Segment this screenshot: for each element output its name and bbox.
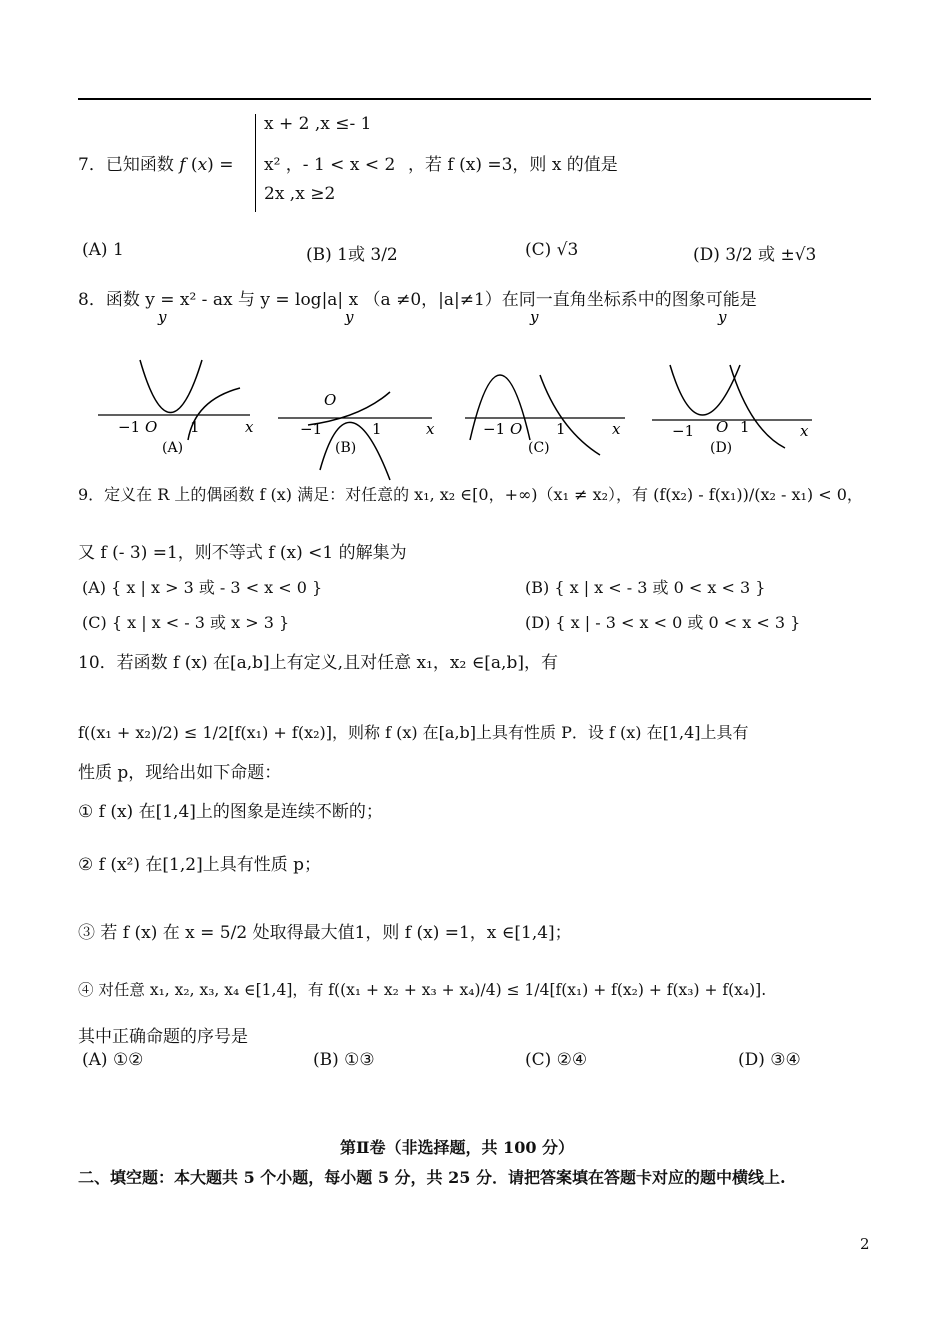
graph-b-tick-1: 1 xyxy=(372,420,382,438)
graph-b-tick-minus1: −1 xyxy=(300,420,323,438)
q10-option-b: (B) ①③ xyxy=(313,1050,375,1070)
graph-d-origin: O xyxy=(716,418,729,436)
page-number: 2 xyxy=(860,1235,870,1253)
q7-option-a: (A) 1 xyxy=(82,240,124,260)
q7-stem-suffix: ，若 f (x) =3，则 x 的值是 xyxy=(408,155,618,175)
graph-a-label: (A) xyxy=(162,440,184,456)
q7-case-2: x² ，- 1 < x < 2 xyxy=(264,155,396,175)
q9-option-a: (A) { x | x > 3 或 - 3 < x < 0 } xyxy=(82,578,323,597)
graph-d-tick-minus1: −1 xyxy=(672,422,695,440)
q8-stem: 8．函数 y = x² - ax 与 y = log|a| x （a ≠0，|a|≠1）在同一直角坐标系中的图象可能是 xyxy=(78,290,757,310)
graph-c-label: (C) xyxy=(528,440,550,456)
graph-a-tick-1: 1 xyxy=(190,418,200,436)
graph-b xyxy=(278,308,435,480)
graph-b-origin: O xyxy=(324,391,337,409)
graph-a xyxy=(98,308,254,456)
q9-option-b: (B) { x | x < - 3 或 0 < x < 3 } xyxy=(525,578,766,597)
q7-option-d: (D) 3/2 或 ±√3 xyxy=(693,245,817,265)
graph-a-x-label: x xyxy=(245,418,254,436)
graph-c-y-label: y xyxy=(530,308,539,326)
part2-section: 二、填空题：本大题共 5 个小题，每小题 5 分，共 25 分．请把答案填在答题卡对应的题中横线上. xyxy=(78,1168,786,1187)
q7-case-1: x + 2 ,x ≤- 1 xyxy=(264,114,372,134)
graph-d-parabola xyxy=(670,365,740,415)
q9-option-d: (D) { x | - 3 < x < 0 或 0 < x < 3 } xyxy=(525,613,801,632)
q10-prop-4: ④ 对任意 x₁, x₂, x₃, x₄ ∈[1,4]，有 f((x₁ + x₂ + x₃ + x₄)/4) ≤ 1/4[f(x₁) + f(x₂) + f(x₃) + f(x₄)]. xyxy=(78,981,767,999)
q7-option-c: (C) √3 xyxy=(525,240,579,260)
q10-definition-2: 性质 p，现给出如下命题： xyxy=(78,763,282,783)
q10-option-c: (C) ②④ xyxy=(525,1050,588,1070)
graph-d xyxy=(652,308,812,456)
graph-d-label: (D) xyxy=(710,440,733,456)
graph-d-log-curve xyxy=(730,365,785,448)
graph-d-x-label: x xyxy=(800,422,809,440)
q10-prop-1: ① f (x) 在[1,4]上的图象是连续不断的； xyxy=(78,802,383,822)
graph-a-origin: O xyxy=(145,418,158,436)
q7-brace xyxy=(255,114,256,212)
graph-d-y-label: y xyxy=(718,308,727,326)
q10-ask: 其中正确命题的序号是 xyxy=(78,1027,248,1047)
part2-title: 第Ⅱ卷（非选择题，共 100 分） xyxy=(340,1138,575,1157)
graph-a-tick-minus1: −1 xyxy=(118,418,141,436)
q7-option-b: (B) 1或 3/2 xyxy=(306,245,398,265)
q10-stem: 10．若函数 f (x) 在[a,b]上有定义,且对任意 x₁，x₂ ∈[a,b]，有 xyxy=(78,653,558,673)
header-rule xyxy=(78,98,871,100)
q9-stem-2: 又 f (- 3) =1，则不等式 f (x) <1 的解集为 xyxy=(78,543,407,563)
graph-a-parabola xyxy=(140,360,202,413)
graph-b-label: (B) xyxy=(335,440,357,456)
graph-c-tick-1: 1 xyxy=(556,420,566,438)
graph-c-origin: O xyxy=(510,420,523,438)
q10-option-a: (A) ①② xyxy=(82,1050,144,1070)
q8-graphs xyxy=(90,300,830,485)
graph-a-y-label: y xyxy=(158,308,167,326)
q10-prop-3: ③ 若 f (x) 在 x = 5/2 处取得最大值1，则 f (x) =1，x ∈[1,4]； xyxy=(78,923,572,943)
q9-stem: 9．定义在 R 上的偶函数 f (x) 满足：对任意的 x₁, x₂ ∈[0，+∞)（x₁ ≠ x₂），有 (f(x₂) - f(x₁))/(x₂ - x₁) < 0， xyxy=(78,485,863,504)
graph-c-x-label: x xyxy=(612,420,621,438)
q7-stem-prefix: 7．已知函数 f (x) = xyxy=(78,155,234,175)
graph-c-tick-minus1: −1 xyxy=(483,420,506,438)
q10-option-d: (D) ③④ xyxy=(738,1050,801,1070)
q7-case-3: 2x ,x ≥2 xyxy=(264,184,336,204)
graph-b-x-label: x xyxy=(426,420,435,438)
graph-c xyxy=(465,308,625,456)
graph-d-tick-1: 1 xyxy=(740,418,750,436)
q10-prop-2: ② f (x²) 在[1,2]上具有性质 p； xyxy=(78,855,321,875)
graph-b-y-label: y xyxy=(345,308,354,326)
q9-option-c: (C) { x | x < - 3 或 x > 3 } xyxy=(82,613,290,632)
q10-definition: f((x₁ + x₂)/2) ≤ 1/2[f(x₁) + f(x₂)]，则称 f (x) 在[a,b]上具有性质 P．设 f (x) 在[1,4]上具有 xyxy=(78,723,749,742)
